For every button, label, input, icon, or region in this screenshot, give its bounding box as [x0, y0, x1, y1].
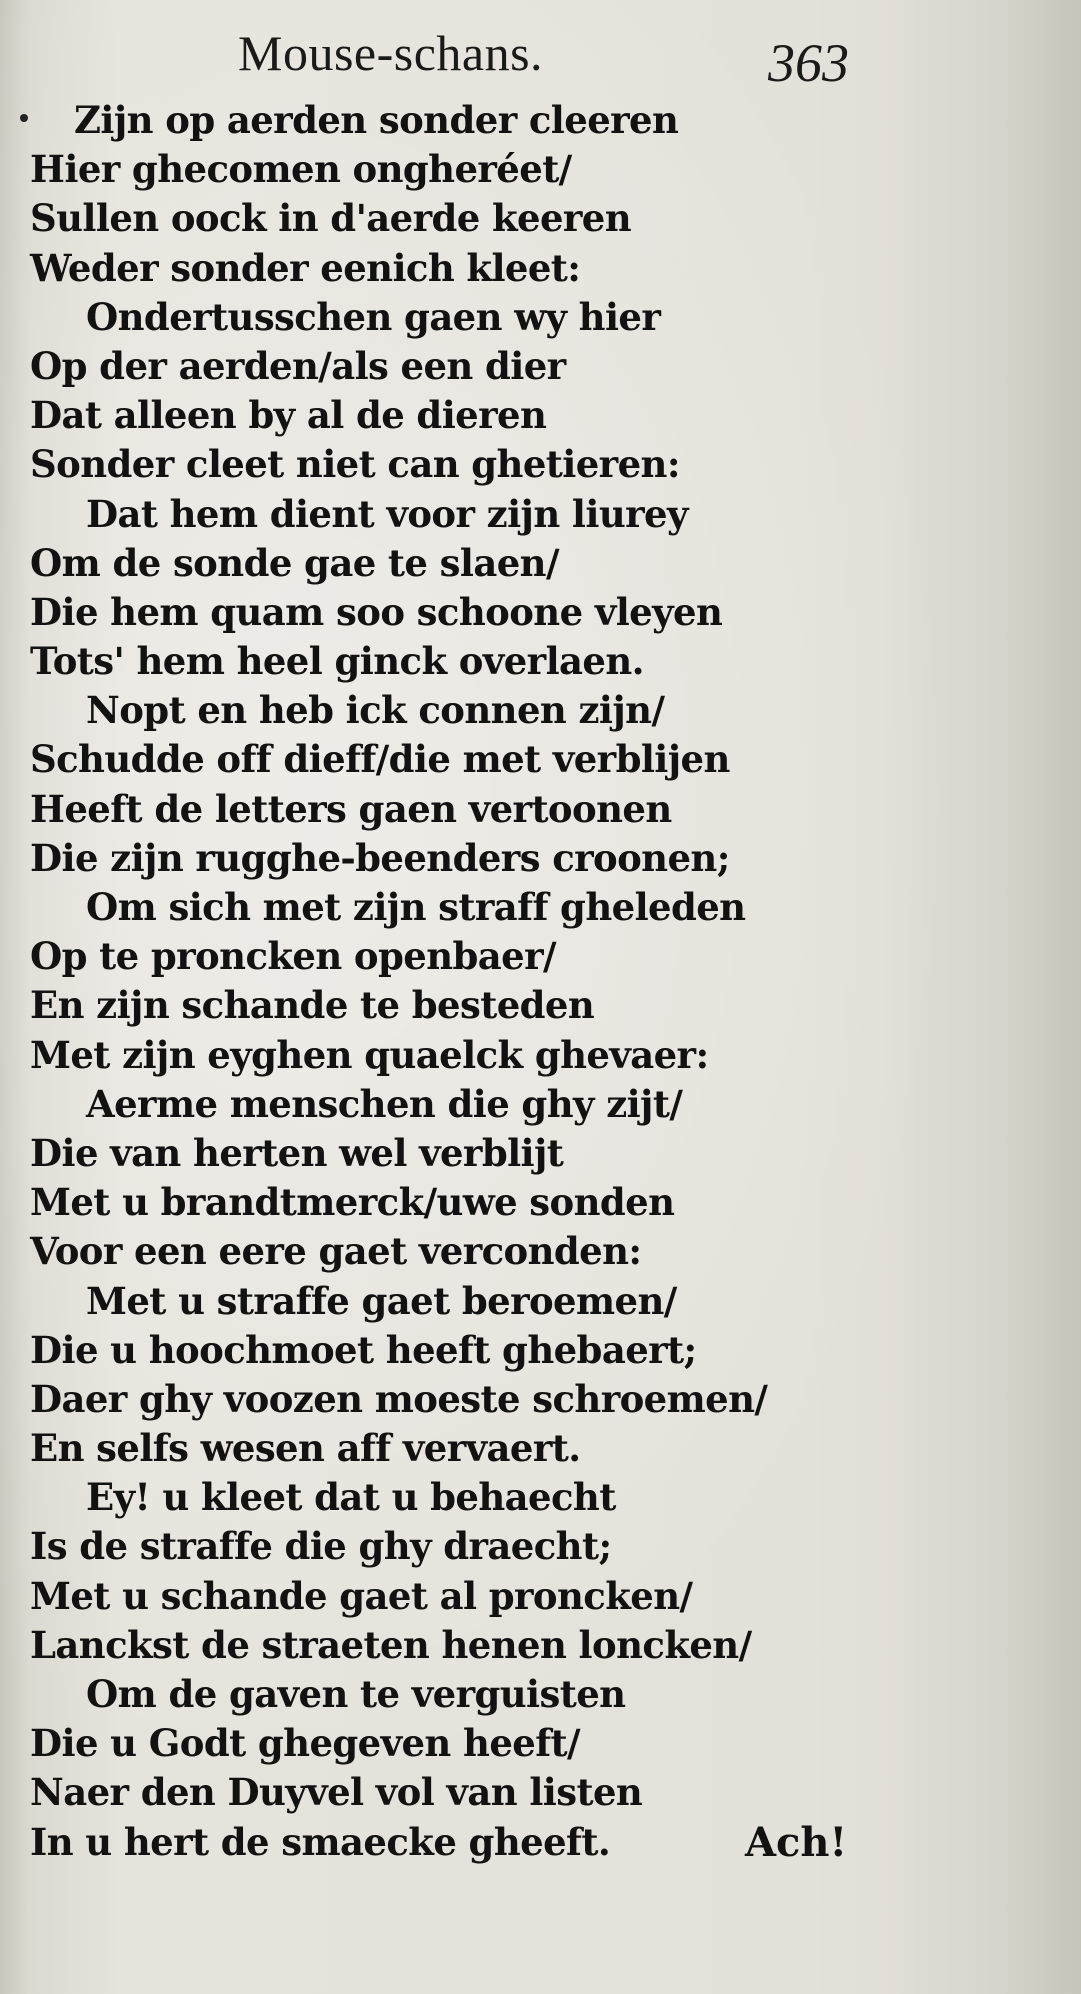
verse-line: Is de straffe die ghy draecht;	[30, 1524, 612, 1569]
verse-line: Dat hem dient voor zijn liurey	[86, 491, 688, 536]
verse-line: Op te proncken openbaer/	[30, 934, 556, 979]
verse-line: Sonder cleet niet can ghetieren:	[30, 442, 680, 487]
verse-line: Lanckst de straeten henen loncken/	[30, 1622, 752, 1667]
verse-line: Aerme menschen die ghy zijt/	[86, 1081, 683, 1126]
verse-line: Zijn op aerden sonder cleeren	[74, 98, 679, 142]
verse-line: Die van herten wel verblijt	[30, 1130, 564, 1175]
page-header	[0, 20, 1081, 93]
verse-line: Weder sonder eenich kleet:	[30, 245, 581, 290]
verse-line: Sullen oock in d'aerde keeren	[30, 196, 632, 241]
verse-line: Heeft de letters gaen vertoonen	[30, 786, 672, 831]
catchword: Ach!	[745, 1819, 848, 1866]
verse-line: Nopt en heb ick connen zijn/	[86, 688, 665, 733]
verse-line: Die zijn rugghe-beenders croonen;	[30, 835, 730, 880]
verse-line: Dat alleen by al de dieren	[30, 393, 547, 438]
running-head: Mouse-schans.	[238, 25, 544, 81]
verse-line: Die hem quam soo schoone vleyen	[30, 589, 723, 634]
verse-line: Om de sonde gae te slaen/	[30, 540, 559, 585]
verse-line: Naer den Duyvel vol van listen	[30, 1770, 643, 1815]
verse-line: Schudde off dieff/die met verblijen	[30, 737, 730, 782]
verse-line: Die u Godt ghegeven heeft/	[30, 1721, 580, 1766]
verse-line: Op der aerden/als een dier	[30, 343, 566, 388]
verse-line: Met u straffe gaet beroemen/	[86, 1278, 677, 1323]
verse-line: Met u schande gaet al proncken/	[30, 1573, 693, 1618]
poem-text	[0, 96, 1081, 1867]
verse-line: Met u brandtmerck/uwe sonden	[30, 1180, 675, 1225]
verse-line: Ey! u kleet dat u behaecht	[86, 1475, 616, 1520]
verse-line: In u hert de smaecke gheeft.	[30, 1819, 611, 1864]
page-number: 363	[768, 33, 849, 93]
verse-line: Ondertusschen gaen wy hier	[86, 294, 661, 339]
verse-line: Om sich met zijn straff gheleden	[86, 885, 746, 929]
verse-line: Met zijn eyghen quaelck ghevaer:	[30, 1032, 709, 1077]
verse-line: Die u hoochmoet heeft ghebaert;	[30, 1327, 697, 1372]
verse-line: En selfs wesen aff vervaert.	[30, 1426, 581, 1471]
verse-line: Voor een eere gaet verconden:	[30, 1229, 642, 1274]
verse-line: Daer ghy voozen moeste schroemen/	[30, 1376, 768, 1421]
verse-line: Hier ghecomen ongheréet/	[30, 147, 572, 192]
verse-line: Tots' hem heel ginck overlaen.	[30, 639, 644, 684]
verse-line: Om de gaven te verguisten	[86, 1672, 626, 1716]
verse-line: En zijn schande te besteden	[30, 983, 595, 1028]
